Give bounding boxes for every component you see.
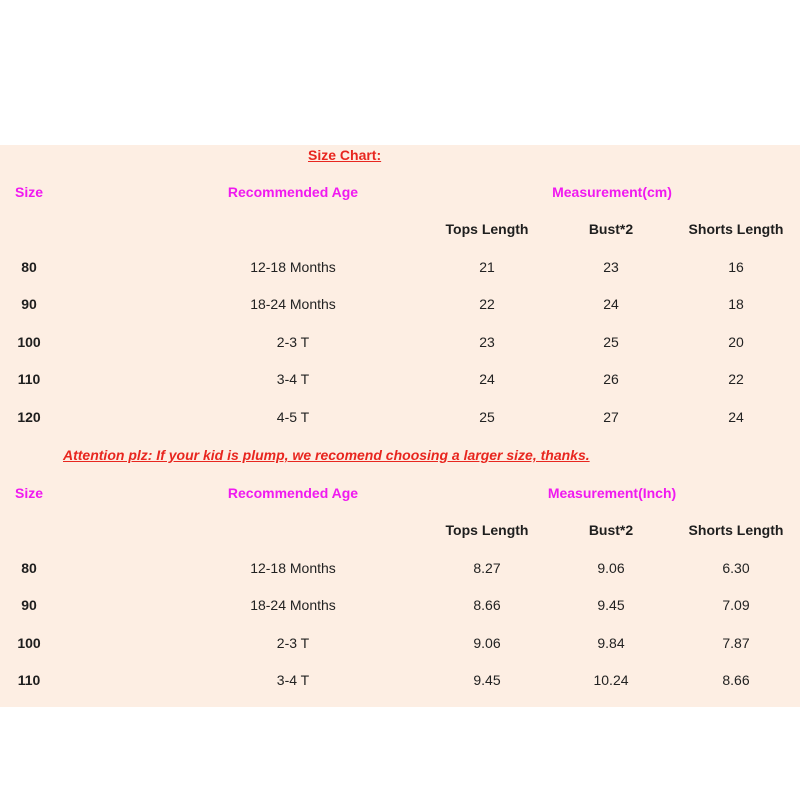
table-row-cell-shorts: 7.87 [722,635,750,651]
table-row-cell-bust: 9.84 [597,635,625,651]
table-inch-tops-header: Tops Length [445,522,529,538]
table-row-cell-age: 3-4 T [276,371,310,387]
table-inch-shorts-header: Shorts Length [688,522,784,538]
table-row-cell-size: 110 [17,672,41,688]
table-row-cell-tops: 23 [479,334,495,350]
table-row-cell-age: 2-3 T [276,334,310,350]
table-cm-bust-header: Bust*2 [588,221,634,237]
table-row-cell-shorts: 7.09 [722,597,750,613]
table-row-cell-shorts: 6.30 [722,560,750,576]
table-row-cell-tops: 22 [479,296,495,312]
table-row-cell-age: 3-4 T [276,672,310,688]
size-chart-sheet [0,145,800,707]
table-row-cell-tops: 9.45 [473,672,501,688]
table-row-cell-shorts: 20 [728,334,744,350]
table-cm-age-header: Recommended Age [227,184,359,200]
table-cm-shorts-header: Shorts Length [688,221,784,237]
table-row-cell-size: 80 [21,560,37,576]
plump-kid-note: Attention plz: If your kid is plump, we recomend choosing a larger size, thanks. [63,447,590,463]
table-row-cell-age: 12-18 Months [250,560,336,576]
table-inch-bust-header: Bust*2 [588,522,634,538]
table-row-cell-shorts: 24 [728,409,744,425]
table-row-cell-bust: 9.06 [597,560,625,576]
table-row-cell-shorts: 16 [728,259,744,275]
table-inch-age-header: Recommended Age [227,485,359,501]
table-row-cell-size: 80 [21,259,37,275]
table-row-cell-bust: 10.24 [593,672,629,688]
table-row-cell-tops: 8.27 [473,560,501,576]
table-row-cell-shorts: 8.66 [722,672,750,688]
table-row-cell-shorts: 22 [728,371,744,387]
table-row-cell-tops: 9.06 [473,635,501,651]
table-row-cell-bust: 24 [603,296,619,312]
table-row-cell-age: 12-18 Months [250,259,336,275]
table-cm-size-header: Size [14,184,44,200]
table-row-cell-age: 18-24 Months [250,597,336,613]
table-row-cell-bust: 23 [603,259,619,275]
table-row-cell-tops: 25 [479,409,495,425]
table-row-cell-tops: 21 [479,259,495,275]
table-row-cell-bust: 27 [603,409,619,425]
table-cm-tops-header: Tops Length [445,221,529,237]
table-row-cell-tops: 8.66 [473,597,501,613]
table-inch-measurement-header: Measurement(Inch) [547,485,677,501]
table-row-cell-age: 18-24 Months [250,296,336,312]
table-row-cell-size: 100 [17,635,41,651]
table-row-cell-age: 2-3 T [276,635,310,651]
table-row-cell-age: 4-5 T [276,409,310,425]
table-row-cell-tops: 24 [479,371,495,387]
table-row-cell-bust: 25 [603,334,619,350]
table-inch-size-header: Size [14,485,44,501]
size-chart-title: Size Chart: [308,147,382,163]
table-row-cell-size: 120 [17,409,41,425]
table-row-cell-bust: 9.45 [597,597,625,613]
table-row-cell-size: 90 [21,296,37,312]
table-row-cell-size: 110 [17,371,41,387]
table-row-cell-shorts: 18 [728,296,744,312]
table-row-cell-size: 100 [17,334,41,350]
table-row-cell-size: 90 [21,597,37,613]
table-cm-measurement-header: Measurement(cm) [552,184,672,200]
table-row-cell-bust: 26 [603,371,619,387]
